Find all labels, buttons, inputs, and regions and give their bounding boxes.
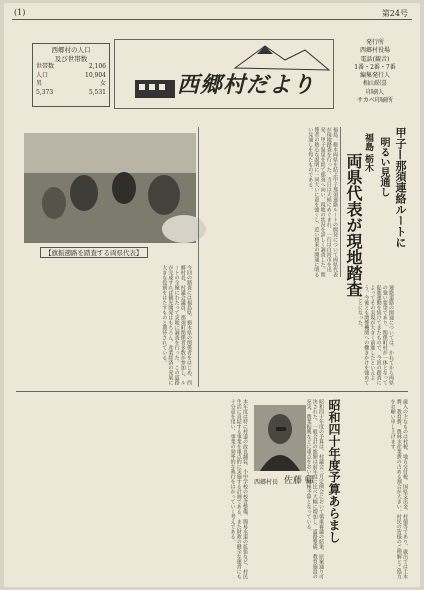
budget-column: 本年度は特に村道の改良舗装、小中学校の校舎整備、簡易水道の拡張など、村民生活に直結する事業を重点的に実施する計画である。また財政の健全な運営にも十分意を用い、事業の効率的な執行をはかっていく考えである。 [229, 399, 248, 579]
photo-caption: 【旗振遡路を踏査する両県代表】 [40, 247, 148, 258]
article-column: 今回の踏査には福島県、栃木県の関係者をはじめ、西郷村長、村議会議員、那須町関係者多数が参加し、ルートの全線にわたって実地に調査を行った。この道路が完成すれば観光開発はもちろん、産業経済の発展に大きな役割をはたすものと期待されている。 [161, 265, 192, 385]
mayor-name: 佐藤 帰 [284, 476, 314, 486]
budget-headline: 昭和四十年度予算あらまし [327, 399, 341, 543]
mayor-photo [254, 405, 306, 471]
masthead [114, 39, 334, 109]
headline-2: 明るい見通し [378, 137, 389, 197]
header-rule [12, 19, 412, 20]
population-title: 西郷村の人口 及び世帯数 [51, 46, 91, 63]
article-column: 連絡道路の開通については、かねてから両県の強い要望であり、関係町村が一体となって促進運動を続けてきたもので、今回の踏査によってその実現が大きく前進したといえよう。今後とも関係機関への働きかけを強めていくことになった。 [356, 285, 394, 385]
column-divider [340, 127, 341, 277]
population-row: 5,373 5,531 [36, 88, 106, 96]
population-row: 世帯数 2,106 [36, 63, 106, 70]
budget-column: 昭和四十年度の予算は、村議会三月定例会において慎重審議の結果、原案通り可決された。一般会計の総額は前年度に比べ大幅に増加し、道路整備、教育施設の充実、農業振興などに重点をおいた積極予算となっている。 [305, 399, 324, 579]
article-column: 福島、栃木両県を結ぶ甲子那須連絡ルートの開発について両県代表が現地踏査を行った。当日は天候にめぐまれ、一行は白河市を出発、甲子温泉を経て那須へ向い、現地の状況を詳しく調査した。関係者の熱心な説明に一同大いに意を強くし、近い将来の開通に明るい見通しを得たものである。 [307, 127, 338, 277]
headline-4: 両県代表が現地踏査 [344, 153, 363, 297]
publisher-info: 発行所 西郷村役場 電話(観音) 1番・2番・7番 編集発行人 相山昭喜 印刷人 サカベ印刷所 [354, 39, 396, 105]
column-divider [198, 127, 199, 387]
budget-column: 歳入の主なものは村税、地方交付税、国県支出金、村債等であり、歳出では土木費、教育費、農林水産業費の占める割合が大きい。村民の皆様のご理解とご協力をお願い申し上げます。 [389, 399, 408, 579]
section-rule [16, 391, 408, 392]
mayor-position: 西郷村長 [254, 479, 279, 486]
page-number: (1) [14, 8, 26, 17]
population-row: 人口 10,904 [36, 71, 106, 79]
masthead-title: 西郷村だより [177, 72, 316, 98]
headline-1: 甲子—那須連絡ルートに [394, 127, 407, 248]
newspaper-page [4, 3, 420, 587]
inspection-photo [24, 133, 196, 243]
headline-3: 福島 栃木 [363, 133, 373, 173]
population-box [32, 43, 110, 107]
issue-number: 第24号 [381, 9, 408, 18]
population-row: 男 女 [36, 80, 106, 87]
